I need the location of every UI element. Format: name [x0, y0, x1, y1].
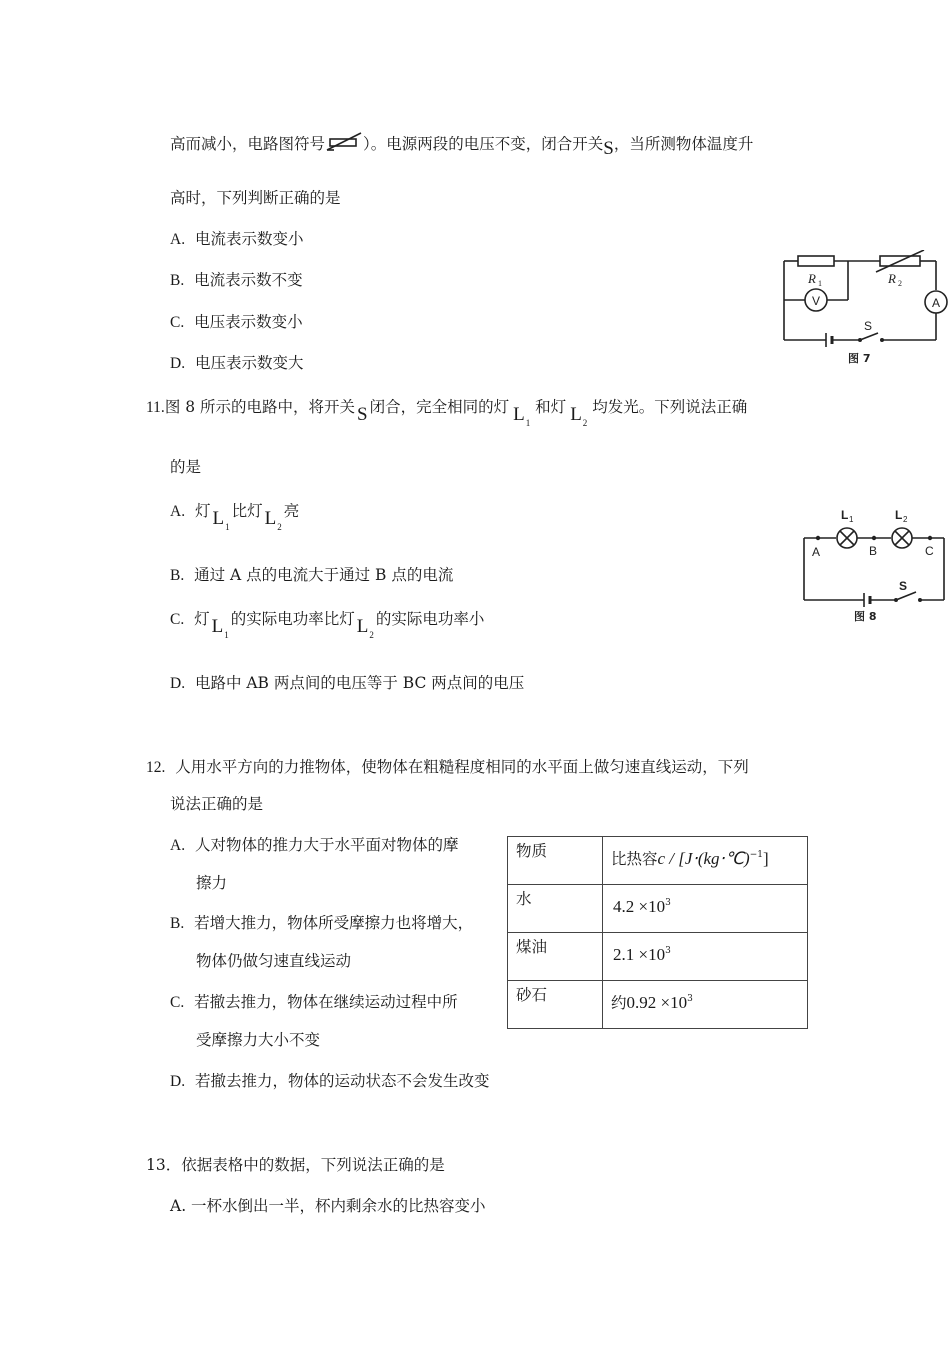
q13-stem: 13．依据表格中的数据，下列说法正确的是 — [146, 1156, 445, 1174]
q11-stem-line1: 11.图 8 所示的电路中，将开关 S 闭合，完全相同的灯 $L_1$ 和灯 $L_2$ 均发光。下列说法正确 — [146, 398, 748, 428]
q11-option-a: A. 灯 $L_1$比灯 $L_2$亮 — [170, 502, 300, 532]
q12-option-a-line2: 擦力 — [196, 874, 228, 892]
circuit-figure-7 — [778, 250, 948, 370]
fig7-r2-label: R — [888, 271, 896, 286]
q11-option-c: C. 灯 $L_1$的实际电功率比灯 $L_2$的实际电功率小 — [170, 610, 485, 640]
fig8-l1-subscript: 1 — [849, 515, 854, 524]
table-cell-substance: 砂石 — [508, 981, 603, 1029]
q10-option-b: B. 电流表示数不变 — [170, 271, 303, 289]
q12-stem-line1: 12. 人用水平方向的力推物体，使物体在粗糙程度相同的水平面上做匀速直线运动，下列 — [146, 758, 749, 776]
fig7-caption: 图 7 — [848, 352, 871, 365]
q10-stem-text-c: ，当所测物体温度升 — [613, 135, 754, 153]
switch-symbol-s: S — [357, 404, 368, 425]
table-cell-substance: 煤油 — [508, 933, 603, 981]
q12-option-c: C. 若撤去推力，物体在继续运动过程中所 — [170, 993, 458, 1011]
fig7-voltmeter-label: V — [811, 294, 821, 308]
lamp-l1-symbol: $L_1$ — [513, 404, 531, 428]
fig7-r1-label: R — [808, 271, 816, 286]
q12-option-c-line2: 受摩擦力大小不变 — [196, 1031, 321, 1049]
fig8-caption: 图 8 — [854, 610, 877, 623]
q10-option-a: A. 电流表示数变小 — [170, 230, 304, 248]
q12-option-d: D. 若撤去推力，物体的运动状态不会发生改变 — [170, 1072, 490, 1090]
fig8-point-b-label: B — [869, 544, 878, 558]
circuit-figure-8 — [796, 500, 948, 628]
q11-stem-line2: 的是 — [170, 458, 202, 476]
fig8-l2-label: L — [895, 508, 903, 522]
fig7-r1-subscript: 1 — [818, 279, 822, 288]
table-cell-value: $2.1 \times 10^3$ — [603, 933, 808, 981]
q10-option-d: D. 电压表示数变大 — [170, 354, 304, 372]
q13-option-a: A. 一杯水倒出一半，杯内剩余水的比热容变小 — [170, 1197, 486, 1215]
table-header-substance: 物质 — [508, 837, 603, 885]
q10-stem-text-a: 高而减小，电路图符号 — [170, 135, 326, 153]
lamp-l2-symbol: $L_2$ — [570, 404, 588, 428]
switch-symbol-s: S — [603, 138, 614, 159]
table-cell-value: $4.2 \times 10^3$ — [603, 885, 808, 933]
q11-option-b: B. 通过 A 点的电流大于通过 B 点的电流 — [170, 566, 454, 584]
table-row — [508, 981, 808, 1029]
q12-stem-line2: 说法正确的是 — [170, 795, 264, 813]
fig7-r2-subscript: 2 — [898, 279, 902, 288]
q10-stem-line2: 高时，下列判断正确的是 — [170, 189, 341, 207]
thermistor-symbol-icon — [325, 131, 363, 153]
fig8-l2-subscript: 2 — [903, 515, 908, 524]
fig8-switch-label: S — [899, 579, 908, 593]
table-cell-value: 约$0.92 \times 10^3$ — [603, 981, 808, 1029]
q12-option-b: B. 若增大推力，物体所受摩擦力也将增大， — [170, 914, 474, 932]
q12-option-a: A. 人对物体的推力大于水平面对物体的摩 — [170, 836, 459, 854]
fig7-switch-label: S — [864, 319, 873, 333]
q10-stem-line1 — [170, 131, 754, 159]
table-row — [508, 885, 808, 933]
table-header-specific-heat: 比热容c / [J⋅(kg⋅℃)$^{-1}$] — [603, 837, 808, 885]
q12-number: 12. — [146, 759, 166, 776]
q10-stem-text-b: ）。电源两段的电压不变，闭合开关 — [363, 135, 604, 153]
fig8-point-a-label: A — [812, 545, 821, 559]
table-header-row — [508, 837, 808, 885]
fig8-point-c-label: C — [925, 544, 934, 558]
q11-number: 11. — [146, 399, 165, 416]
fig7-ammeter-label: A — [931, 296, 941, 310]
table-row — [508, 933, 808, 981]
q12-option-b-line2: 物体仍做匀速直线运动 — [196, 952, 352, 970]
fig8-l1-label: L — [841, 508, 849, 522]
table-cell-substance: 水 — [508, 885, 603, 933]
specific-heat-table — [507, 836, 808, 1029]
q11-option-d: D. 电路中 AB 两点间的电压等于 BC 两点间的电压 — [170, 674, 525, 692]
q10-option-c: C. 电压表示数变小 — [170, 313, 303, 331]
